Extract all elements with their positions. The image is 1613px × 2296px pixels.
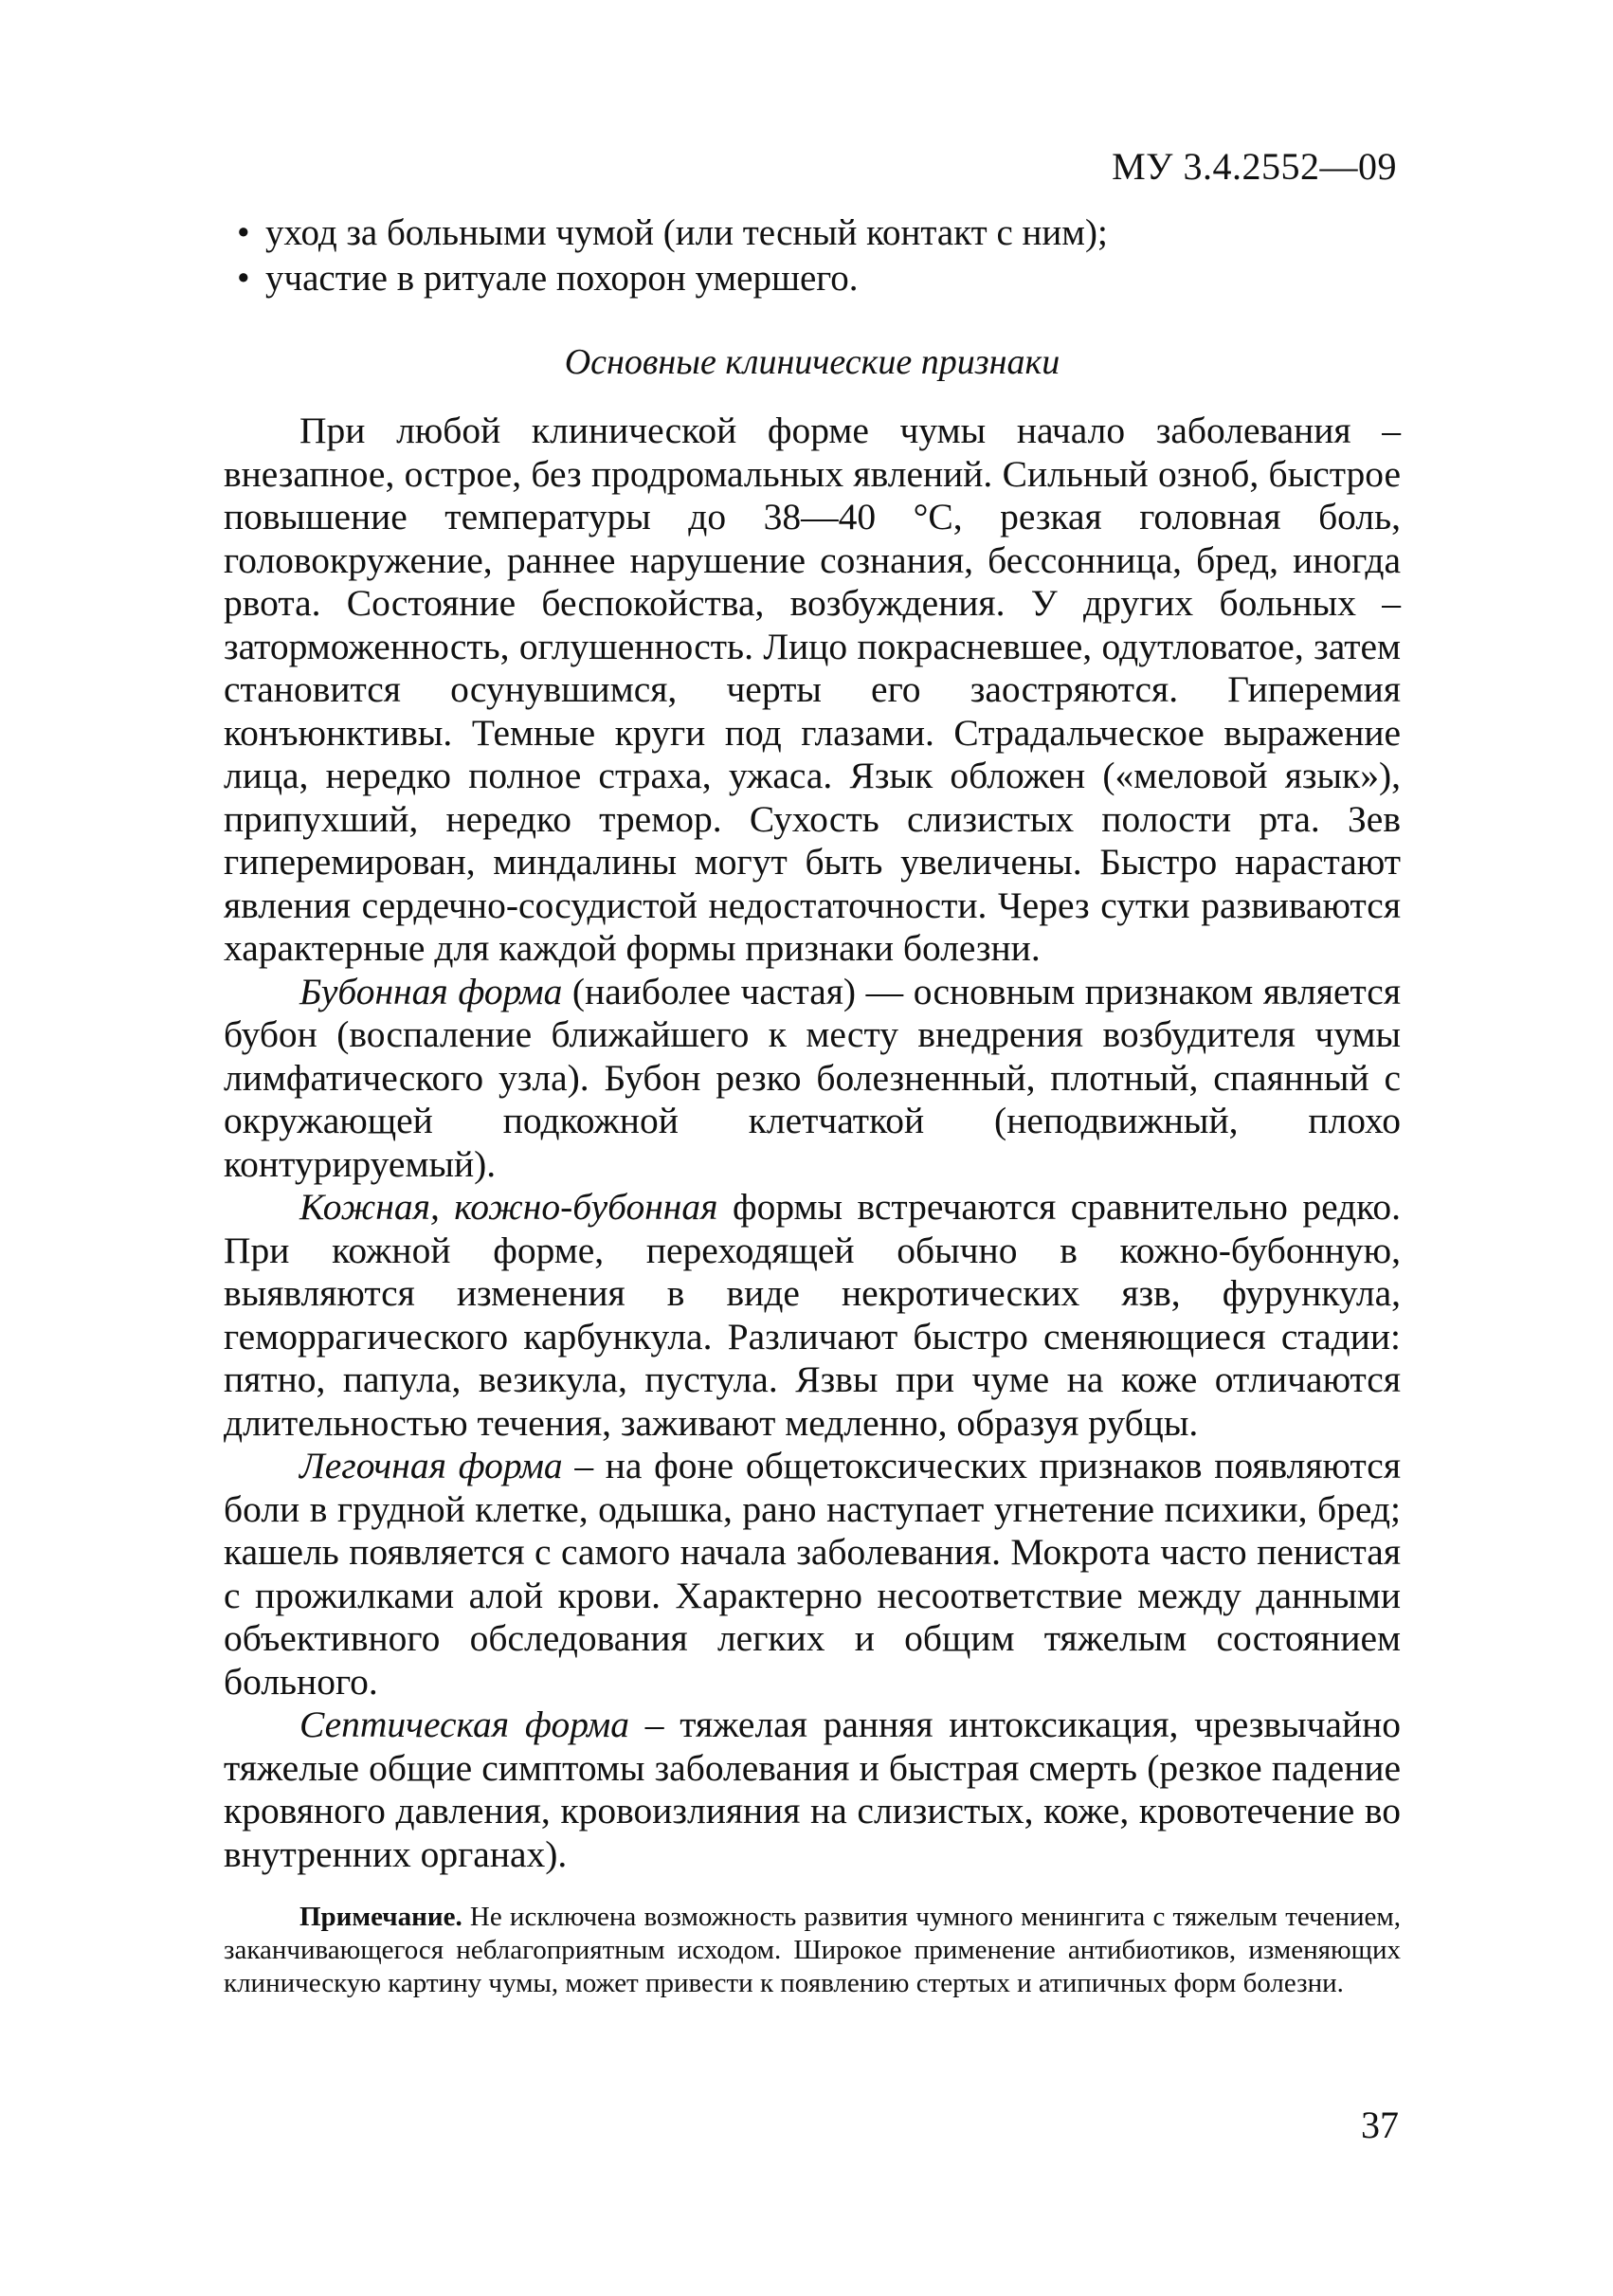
paragraph-bubonic bbox=[224, 971, 1401, 1187]
paragraph-cutaneous bbox=[224, 1186, 1401, 1445]
term-septic: Септическая форма bbox=[299, 1704, 629, 1745]
term-pulmonary: Легочная форма bbox=[299, 1445, 563, 1486]
bullet-marker: • bbox=[237, 258, 250, 299]
bullet-item bbox=[224, 256, 1401, 301]
bullet-marker: • bbox=[237, 212, 250, 253]
bullet-text: участие в ритуале похорон умершего. bbox=[265, 258, 859, 299]
document-code-header: МУ 3.4.2552—09 bbox=[1112, 145, 1397, 188]
bullet-list bbox=[224, 210, 1401, 301]
paragraph-pulmonary-text: – на фоне общетоксических признаков появляются боли в грудной клетке, одышка, рано наступает угнетение психики, бред; кашель появляется с самого начала заболевания. Мокрота часто пенистая с прожилками алой крови. Характерно несоответствие между данными объективного обследования легких и общим тяжелым состоянием больного. bbox=[224, 1445, 1401, 1703]
note-text: Не исключена возможность развития чумного менингита с тяжелым течением, заканчивающегося неблагоприятным исходом. Широкое применение антибиотиков, изменяющих клиническую картину чумы, может привести к появлению стертых и атипичных форм болезни. bbox=[224, 1902, 1401, 1998]
paragraph-bubonic-text: (наиболее частая) — основным признаком является бубон (воспаление ближайшего к месту внедрения возбудителя чумы лимфатического узла). Бубон резко болезненный, плотный, спаянный с окружающей подкожной клетчаткой (неподвижный, плохо контурируемый). bbox=[224, 970, 1401, 1185]
paragraph-pulmonary bbox=[224, 1445, 1401, 1704]
note-block bbox=[224, 1901, 1401, 2000]
page-number: 37 bbox=[1361, 2104, 1399, 2146]
paragraph-septic-text: – тяжелая ранняя интоксикация, чрезвычайно тяжелые общие симптомы заболевания и быстрая смерть (резкое падение кровяного давления, кровоизлияния на слизистых, коже, кровотечение во внутренних органах). bbox=[224, 1704, 1401, 1875]
term-bubonic: Бубонная форма bbox=[299, 970, 563, 1012]
paragraph-intro bbox=[224, 410, 1401, 971]
note-label: Примечание. bbox=[299, 1902, 462, 1932]
term-cutaneous: Кожная, кожно-бубонная bbox=[299, 1186, 718, 1228]
paragraph-intro-text: При любой клинической форме чумы начало заболевания – внезапное, острое, без продромальных явлений. Сильный озноб, быстрое повышение температуры до 38—40 °С, резкая головная боль, головокружение, раннее нарушение сознания, бессонница, бред, иногда рвота. Состояние беспокойства, возбуждения. У других больных – заторможенность, оглушенность. Лицо покрасневшее, одутловатое, затем становится осунувшимся, черты его заостряются. Гиперемия конъюнктивы. Темные круги под глазами. Страдальческое выражение лица, нередко полное страха, ужаса. Язык обложен («меловой язык»), припухший, нередко тремор. Сухость слизистых полости рта. Зев гиперемирован, миндалины могут быть увеличены. Быстро нарастают явления сердечно-сосудистой недостаточности. Через сутки развиваются характерные для каждой формы признаки болезни. bbox=[224, 410, 1401, 969]
paragraph-septic bbox=[224, 1704, 1401, 1876]
bullet-text: уход за больными чумой (или тесный контакт с ним); bbox=[265, 212, 1108, 253]
page-content bbox=[224, 210, 1401, 2000]
bullet-item bbox=[224, 210, 1401, 256]
paragraph-cutaneous-text: формы встречаются сравнительно редко. При кожной форме, переходящей обычно в кожно-бубонную, выявляются изменения в виде некротических язв, фурункула, геморрагического карбункула. Различают быстро сменяющиеся стадии: пятно, папула, везикула, пустула. Язвы при чуме на коже отличаются длительностью течения, заживают медленно, образуя рубцы. bbox=[224, 1186, 1401, 1444]
section-title: Основные клинические признаки bbox=[564, 342, 1060, 382]
